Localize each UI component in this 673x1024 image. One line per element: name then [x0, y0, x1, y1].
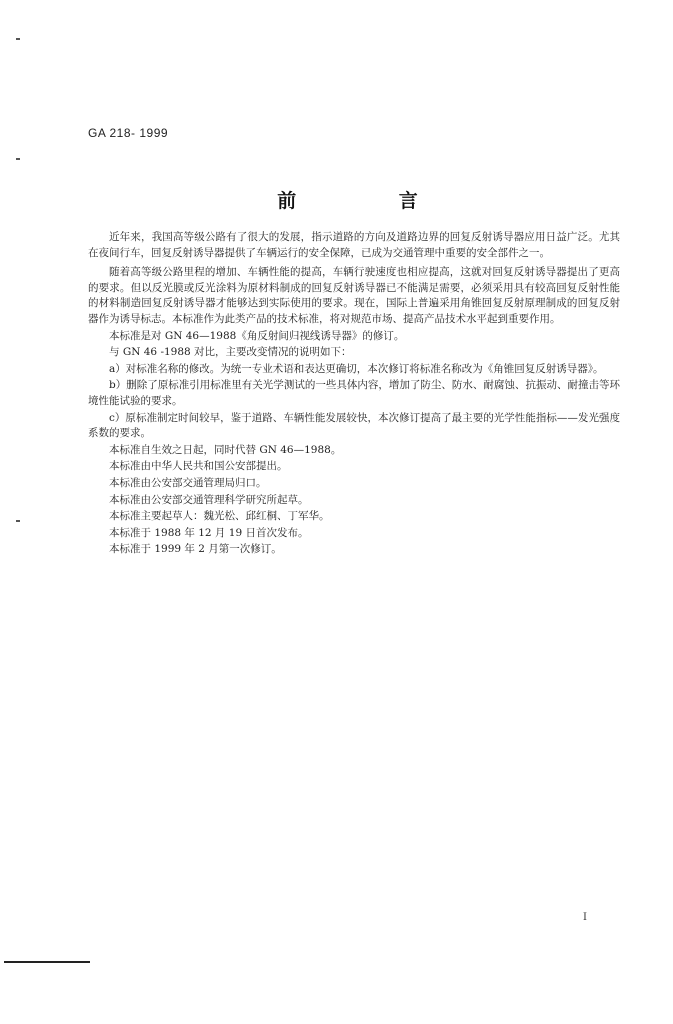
paragraph-background: 随着高等级公路里程的增加、车辆性能的提高，车辆行驶速度也相应提高，这就对回复反射诱导器提出了更高的要求。但以反光膜或反光涂料为原材料制成的回复反射诱导器已不能满足需要，必须采用具有较高回复反射性能的材料制造回复反射诱导器才能够达到实际使用的要求。现在，国际上普遍采用角锥回复反射原理制成的回复反射器作为诱导标志。本标准作为此类产品的技术标准，将对规范市场、提高产品技术水平起到重要作用。 — [88, 266, 620, 325]
paragraph-change-c: c）原标准制定时间较早，鉴于道路、车辆性能发展较快，本次修订提高了最主要的光学性能指标——发光强度系数的要求。 — [88, 411, 620, 440]
paragraph-change-a: a）对标准名称的修改。为统一专业术语和表达更确切，本次修订将标准名称改为《角锥回复反射诱导器》。 — [109, 362, 604, 375]
preface-body — [88, 230, 620, 559]
paragraph-drafter: 本标准由公安部交通管理科学研究所起草。 — [109, 493, 309, 506]
paragraph-effective: 本标准自生效之日起，同时代替 GN 46—1988。 — [109, 443, 342, 456]
footer-rule — [4, 961, 90, 963]
paragraph-administrator: 本标准由公安部交通管理局归口。 — [109, 476, 267, 489]
paragraph-intro: 近年来，我国高等级公路有了很大的发展，指示道路的方向及道路边界的回复反射诱导器应用日益广泛。尤其在夜间行车，回复反射诱导器提供了车辆运行的安全保障，已成为交通管理中重要的安全部件之一。 — [88, 231, 620, 259]
scan-mark — [16, 158, 20, 160]
paragraph-proposer: 本标准由中华人民共和国公安部提出。 — [109, 460, 288, 473]
standard-code: GA 218- 1999 — [88, 126, 169, 140]
paragraph-first-revision: 本标准于 1999 年 2 月第一次修订。 — [109, 543, 282, 556]
paragraph-changes-intro: 与 GN 46 -1988 对比，主要改变情况的说明如下： — [109, 346, 352, 359]
scan-mark — [16, 520, 20, 522]
scan-mark — [16, 38, 20, 40]
paragraph-authors: 本标准主要起草人：魏光松、邱红桐、丁军华。 — [109, 510, 330, 523]
paragraph-first-issue: 本标准于 1988 年 12 月 19 日首次发布。 — [109, 526, 309, 539]
page-number: I — [583, 912, 587, 923]
paragraph-revision: 本标准是对 GN 46—1988《角反射间归视线诱导器》的修订。 — [109, 329, 405, 342]
paragraph-change-b: b）删除了原标准引用标准里有关光学测试的一些具体内容，增加了防尘、防水、耐腐蚀、抗振动、耐撞击等环境性能试验的要求。 — [88, 379, 620, 407]
page-title: 前 言 — [277, 190, 466, 212]
